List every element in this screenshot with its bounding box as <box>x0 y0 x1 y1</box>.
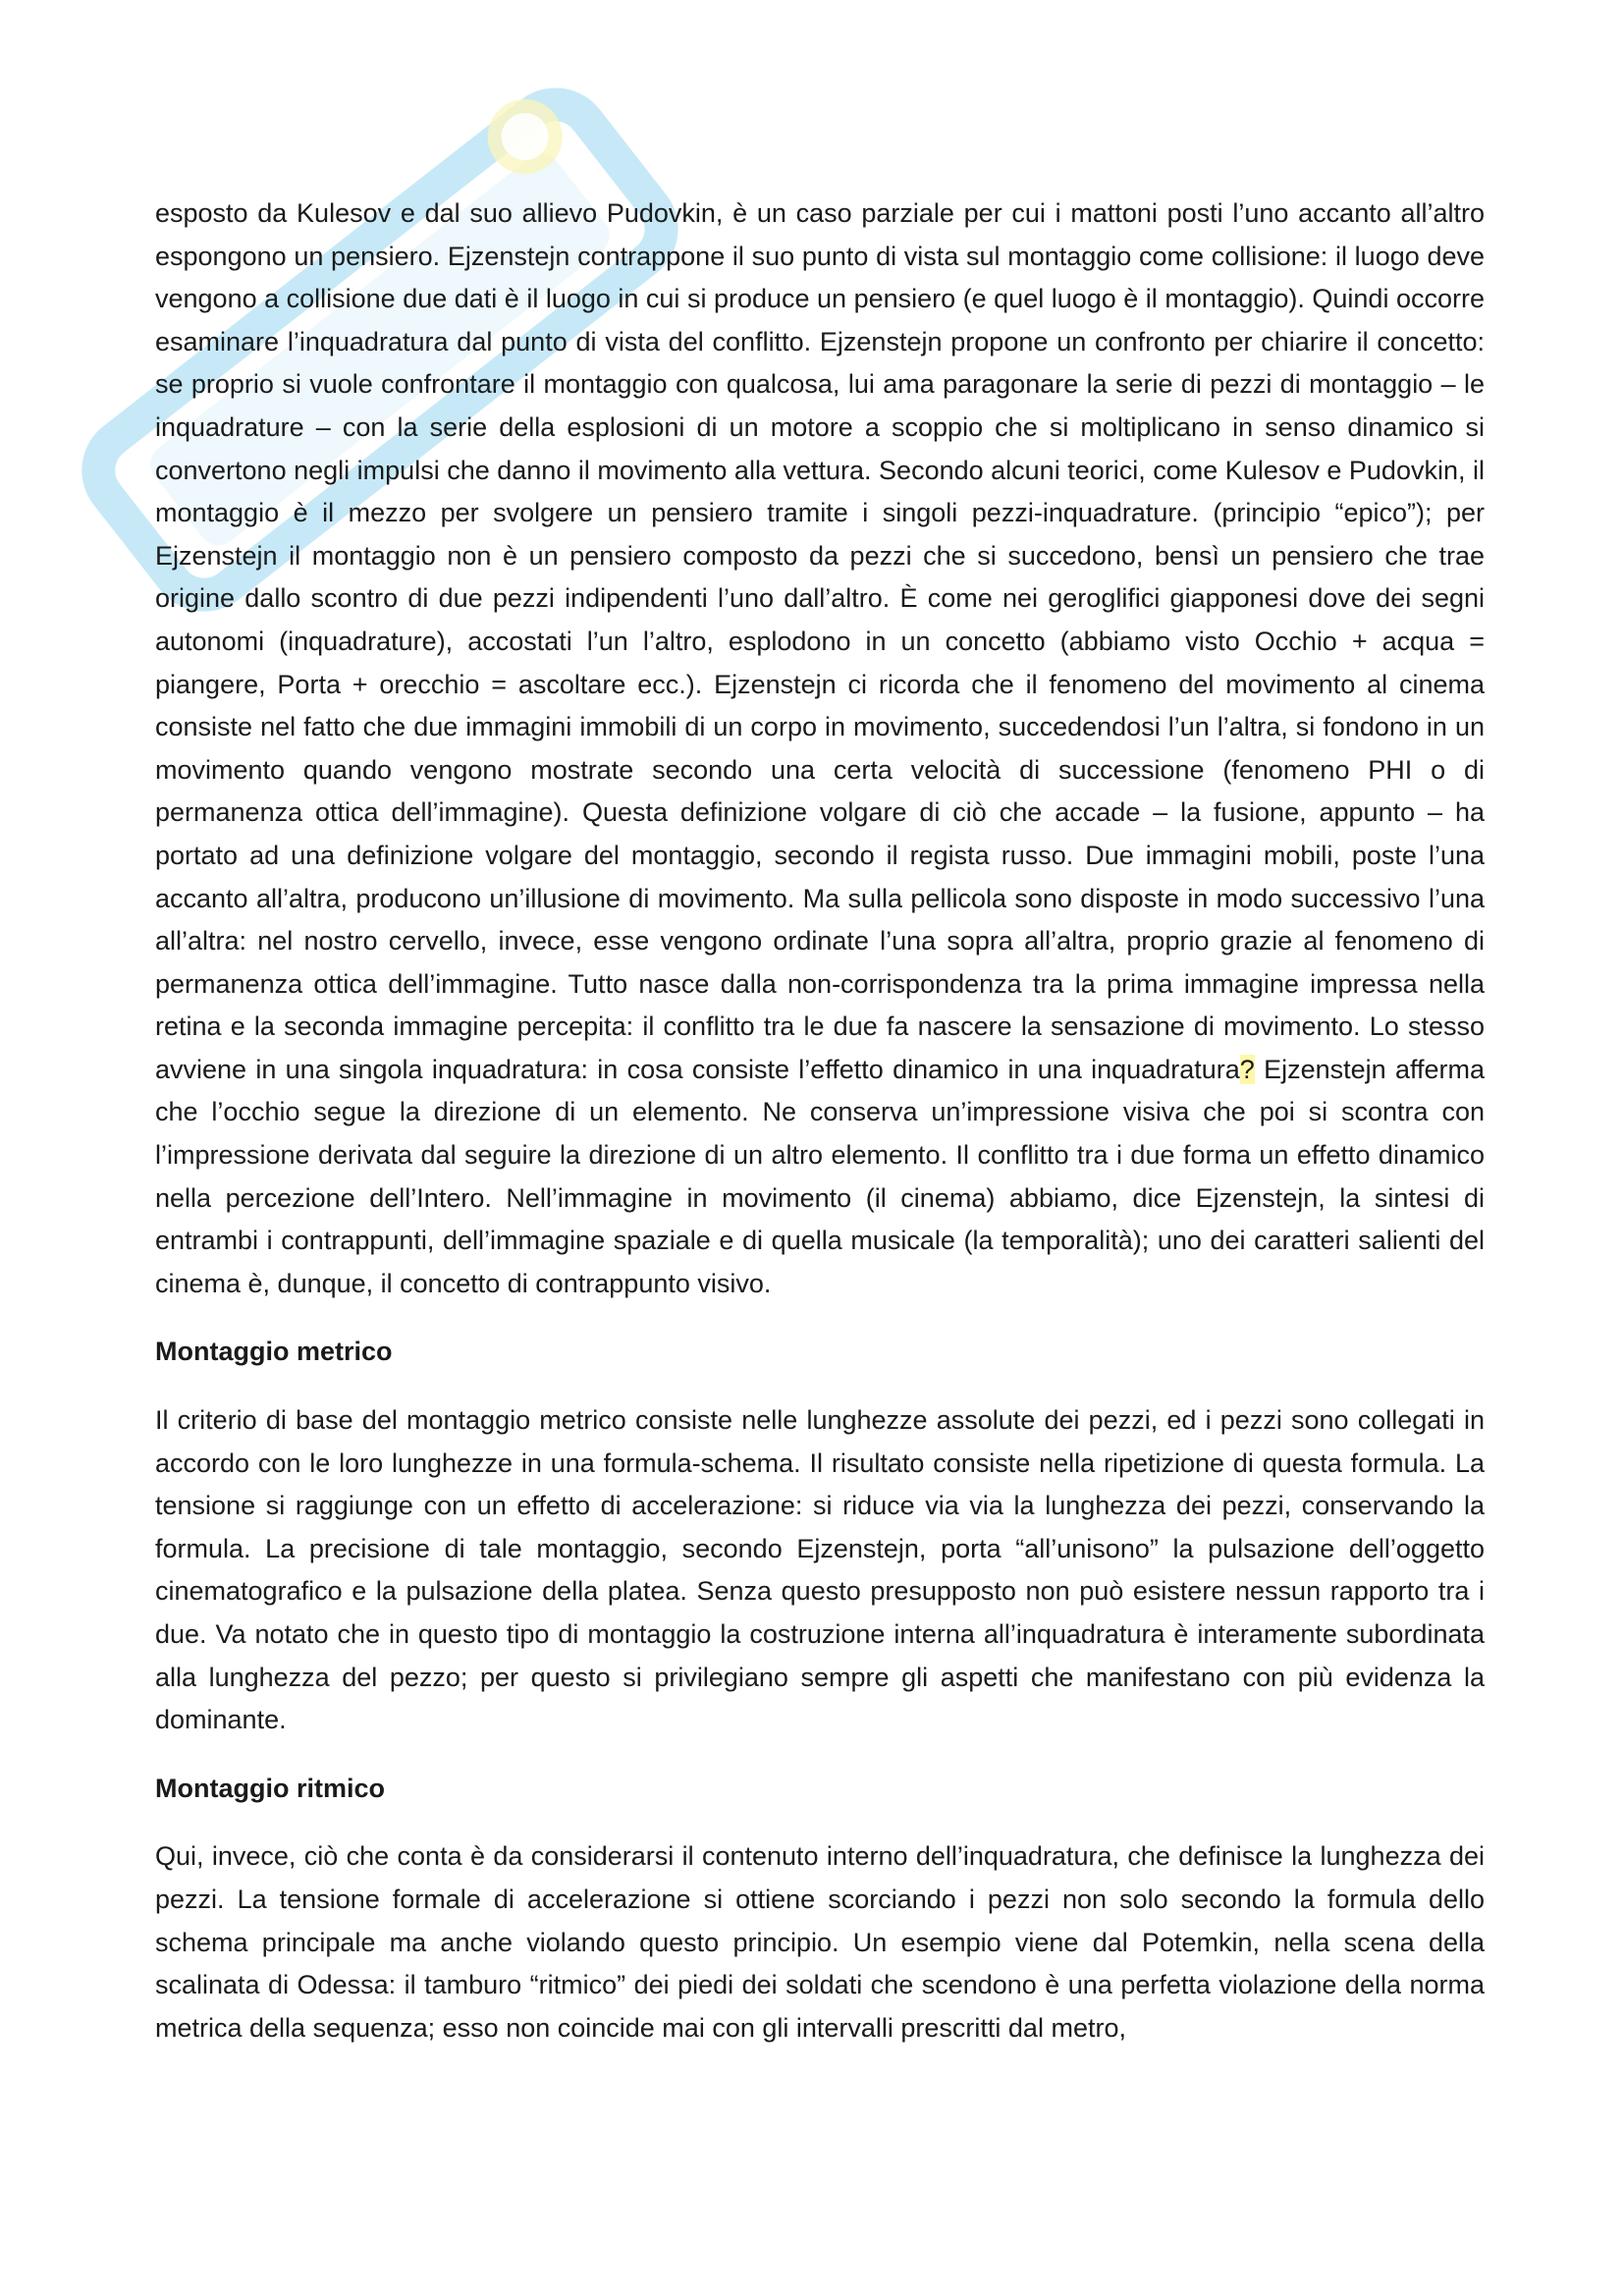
heading-montaggio-ritmico: Montaggio ritmico <box>155 1773 385 1803</box>
highlighted-question-mark: ? <box>1239 1054 1255 1084</box>
paragraph-montaggio-ritmico: Qui, invece, ciò che conta è da considerarsi il contenuto interno dell’inquadratura, che definisce la lunghezza dei pezzi. La tensione formale di accelerazione si ottiene scorciando i pezzi non solo secondo la formula dello schema principale ma anche violando questo principio. Un esempio viene dal Potemkin, nella scena della scalinata di Odessa: il tamburo “ritmico” dei piedi dei soldati che scendono è una perfetta violazione della norma metrica della sequenza; esso non coincide mai con gli intervalli prescritti dal metro, <box>155 1841 1485 2043</box>
document-body <box>155 192 1485 2050</box>
paragraph-montaggio-metrico: Il criterio di base del montaggio metrico consiste nelle lunghezze assolute dei pezzi, ed i pezzi sono collegati in accordo con le loro lunghezze in una formula-schema. Il risultato consiste nella ripetizione di questa formula. La tensione si raggiunge con un effetto di accelerazione: si riduce via via la lunghezza dei pezzi, conservando la formula. La precisione di tale montaggio, secondo Ejzenstejn, porta “all’unisono” la pulsazione dell’oggetto cinematografico e la pulsazione della platea. Senza questo presupposto non può esistere nessun rapporto tra i due. Va notato che in questo tipo di montaggio la costruzione interna all’inquadratura è interamente subordinata alla lunghezza del pezzo; per questo si privilegiano sempre gli aspetti che manifestano con più evidenza la dominante. <box>155 1405 1485 1735</box>
paragraph-collisione-part2: Ejzenstejn afferma che l’occhio segue la direzione di un elemento. Ne conserva un’impressione visiva che poi si scontra con l’impressione derivata dal seguire la direzione di un altro elemento. Il conflitto tra i due forma un effetto dinamico nella percezione dell’Intero. Nell’immagine in movimento (il cinema) abbiamo, dice Ejzenstejn, la sintesi di entrambi i contrappunti, dell’immagine spaziale e di quella musicale (la temporalità); uno dei caratteri salienti del cinema è, dunque, il concetto di contrappunto visivo. <box>155 1054 1485 1298</box>
paragraph-collisione-part1: esposto da Kulesov e dal suo allievo Pudovkin, è un caso parziale per cui i mattoni posti l’uno accanto all’altro espongono un pensiero. Ejzenstejn contrappone il suo punto di vista sul montaggio come collisione: il luogo deve vengono a collisione due dati è il luogo in cui si produce un pensiero (e quel luogo è il montaggio). Quindi occorre esaminare l’inquadratura dal punto di vista del conflitto. Ejzenstejn propone un confronto per chiarire il concetto: se proprio si vuole confrontare il montaggio con qualcosa, lui ama paragonare la serie di pezzi di montaggio – le inquadrature – con la serie della esplosioni di un motore a scoppio che si moltiplicano in senso dinamico si convertono negli impulsi che danno il movimento alla vettura. Secondo alcuni teorici, come Kulesov e Pudovkin, il montaggio è il mezzo per svolgere un pensiero tramite i singoli pezzi-inquadrature. (principio “epico”); per Ejzenstejn il montaggio non è un pensiero composto da pezzi che si succedono, bensì un pensiero che trae origine dallo scontro di due pezzi indipendenti l’uno dall’altro. È come nei geroglifici giapponesi dove dei segni autonomi (inquadrature), accostati l’un l’altro, esplodono in un concetto (abbiamo visto Occhio + acqua = piangere, Porta + orecchio = ascoltare ecc.). Ejzenstejn ci ricorda che il fenomeno del movimento al cinema consiste nel fatto che due immagini immobili di un corpo in movimento, succedendosi l’un l’altra, si fondono in un movimento quando vengono mostrate secondo una certa velocità di successione (fenomeno PHI o di permanenza ottica dell’immagine). Questa definizione volgare di ciò che accade – la fusione, appunto – ha portato ad una definizione volgare del montaggio, secondo il regista russo. Due immagini mobili, poste l’una accanto all’altra, producono un’illusione di movimento. Ma sulla pellicola sono disposte in modo successivo l’una all’altra: nel nostro cervello, invece, esse vengono ordinate l’una sopra all’altra, proprio grazie al fenomeno di permanenza ottica dell’immagine. Tutto nasce dalla non-corrispondenza tra la prima immagine impressa nella retina e la seconda immagine percepita: il conflitto tra le due fa nascere la sensazione di movimento. Lo stesso avviene in una singola inquadratura: in cosa consiste l’effetto dinamico in una inquadratura <box>155 198 1485 1084</box>
paragraph-collisione <box>155 192 1485 1305</box>
heading-montaggio-metrico: Montaggio metrico <box>155 1337 393 1367</box>
